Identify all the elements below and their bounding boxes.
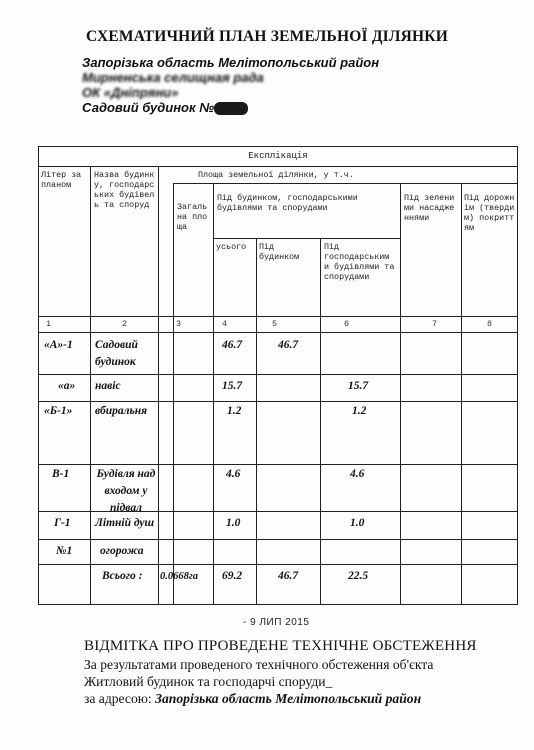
footer-line-1: За результатами проведеного технічного обстеження об'єкта: [84, 657, 434, 672]
col-num-7: 7: [432, 319, 438, 329]
header-house: Під будинком: [259, 242, 300, 262]
address-line-council: [82, 70, 264, 85]
row2-name: навіс: [95, 380, 121, 392]
col-num-4: 4: [222, 319, 228, 329]
header-green: Під зеленими насадженнями: [404, 193, 455, 223]
row5-all: 1.0: [226, 517, 241, 529]
row3-liter: «Б-1»: [44, 405, 73, 417]
address-line-region: Запорізька область Мелітопольський район: [82, 55, 380, 70]
row3-out: 1.2: [352, 405, 367, 417]
page-title: СХЕМАТИЧНИЙ ПЛАН ЗЕМЕЛЬНОЇ ДІЛЯНКИ: [85, 28, 449, 45]
row5-liter: Г-1: [54, 517, 71, 529]
header-total: Загальна площа: [177, 202, 208, 232]
header-name: Назва будинку, господарських будівель та споруд: [94, 170, 155, 210]
header-liter: Літер за планом: [41, 170, 82, 190]
totals-house: 46.7: [278, 570, 299, 582]
explication-table: [38, 146, 518, 604]
footer-line-2: Житловий будинок та господарчі споруди_: [84, 674, 333, 689]
row6-liter: №1: [56, 545, 73, 557]
row3-all: 1.2: [227, 405, 242, 417]
row1-name: Садовий будинок: [95, 339, 138, 368]
col-num-5: 5: [272, 319, 278, 329]
row2-out: 15.7: [348, 380, 369, 392]
address-line-coop: [82, 85, 178, 100]
footer-heading: ВІДМІТКА ПРО ПРОВЕДЕНЕ ТЕХНІЧНЕ ОБСТЕЖЕННЯ: [84, 638, 477, 654]
col-num-6: 6: [344, 319, 350, 329]
col-num-3: 3: [176, 319, 182, 329]
row5-out: 1.0: [350, 517, 365, 529]
row1-liter: «А»-1: [44, 339, 73, 351]
footer-address-value: Запорізька область Мелітопольський район: [155, 691, 422, 706]
row5-name: Літній душ: [95, 517, 155, 529]
col-num-8: 8: [487, 319, 493, 329]
col-num-2: 2: [122, 319, 128, 329]
footer-address-line: [84, 691, 421, 707]
row6-name: огорожа: [100, 545, 144, 557]
header-roads: Під дорожнім (твердим) покриттям: [464, 193, 515, 233]
row4-out: 4.6: [350, 468, 365, 480]
totals-total: 0.0668га: [160, 571, 199, 582]
row4-liter: В-1: [52, 468, 70, 480]
totals-out: 22.5: [348, 570, 369, 582]
row4-all: 4.6: [226, 468, 241, 480]
row2-all: 15.7: [222, 380, 243, 392]
header-outbuildings: Під господарським и будівлями та спорудами: [324, 242, 395, 282]
row3-name: вбиральня: [95, 405, 148, 417]
address-coop-text: ОК «Дніпряни»: [82, 85, 179, 100]
row2-liter: «а»: [58, 380, 76, 392]
header-area-group: Площа земельної ділянки, у т.ч.: [198, 170, 354, 180]
table-caption: Експлікація: [248, 151, 308, 161]
footer-address-prefix: за адресою:: [84, 691, 152, 706]
redaction-mark: [214, 102, 248, 115]
address-council-text: Мирненська селищная рада: [82, 70, 264, 85]
totals-all: 69.2: [222, 570, 243, 582]
row4-name: Будівля над входом у підвал: [96, 468, 156, 514]
address-house-text: Садовий будинок №: [82, 100, 215, 115]
header-all: усього: [216, 242, 247, 252]
row1-all: 46.7: [222, 339, 243, 351]
address-line-house: [82, 100, 248, 115]
date-stamp: - 9 ЛИП 2015: [243, 617, 310, 628]
totals-label: Всього :: [102, 570, 143, 582]
col-num-1: 1: [46, 319, 52, 329]
row1-house: 46.7: [278, 339, 299, 351]
header-under-buildings: Під будинком, господарськими будівлями та спорудами: [217, 193, 358, 213]
